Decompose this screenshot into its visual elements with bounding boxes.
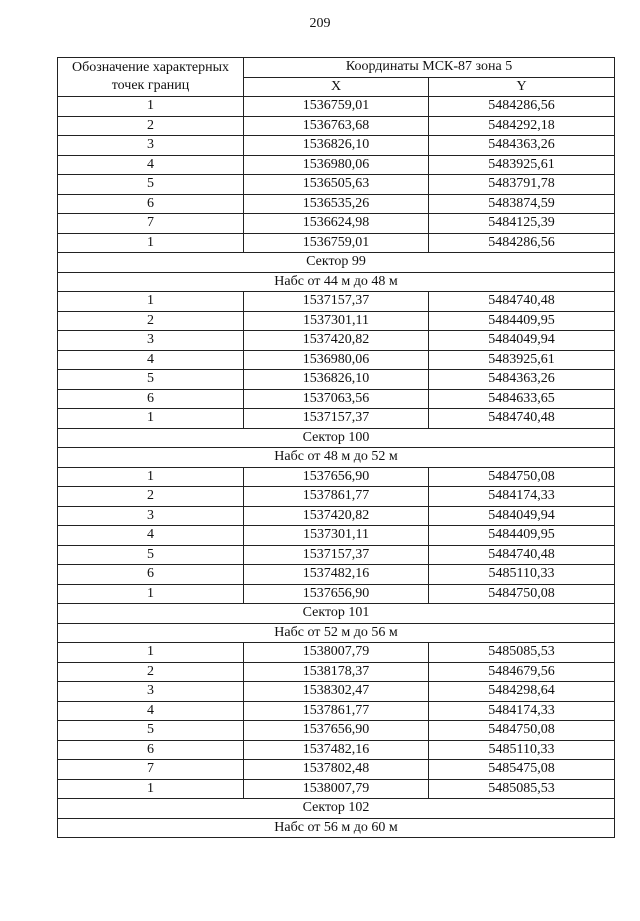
point-number: 1 <box>58 409 244 429</box>
y-coordinate: 5484292,18 <box>429 116 615 136</box>
sector-row <box>58 799 615 819</box>
y-coordinate: 5485110,33 <box>429 565 615 585</box>
x-coordinate: 1536624,98 <box>244 214 429 234</box>
x-coordinate: 1537656,90 <box>244 467 429 487</box>
sector-title: Сектор 101 <box>58 604 615 624</box>
point-number: 6 <box>58 194 244 214</box>
table-row <box>58 136 615 156</box>
point-number: 1 <box>58 292 244 312</box>
sector-title: Сектор 102 <box>58 799 615 819</box>
table-row <box>58 779 615 799</box>
x-column-header: X <box>244 77 429 97</box>
point-number: 1 <box>58 584 244 604</box>
point-number: 5 <box>58 175 244 195</box>
y-coordinate: 5484740,48 <box>429 292 615 312</box>
table-row <box>58 214 615 234</box>
table-row <box>58 487 615 507</box>
x-coordinate: 1536826,10 <box>244 370 429 390</box>
point-number: 3 <box>58 682 244 702</box>
point-column-header: Обозначение характерных точек границ <box>58 58 244 97</box>
x-coordinate: 1538007,79 <box>244 643 429 663</box>
table-row <box>58 565 615 585</box>
height-range-label: Набс от 56 м до 60 м <box>58 818 615 838</box>
x-coordinate: 1537420,82 <box>244 331 429 351</box>
x-coordinate: 1537157,37 <box>244 545 429 565</box>
x-coordinate: 1537420,82 <box>244 506 429 526</box>
table-row <box>58 409 615 429</box>
y-coordinate: 5484298,64 <box>429 682 615 702</box>
point-number: 5 <box>58 370 244 390</box>
sector-row <box>58 428 615 448</box>
table-row <box>58 721 615 741</box>
y-coordinate: 5483874,59 <box>429 194 615 214</box>
height-range-label: Набс от 52 м до 56 м <box>58 623 615 643</box>
table-row <box>58 740 615 760</box>
page-number: 209 <box>309 16 331 31</box>
point-number: 6 <box>58 740 244 760</box>
y-coordinate: 5484286,56 <box>429 233 615 253</box>
point-number: 5 <box>58 545 244 565</box>
x-coordinate: 1537802,48 <box>244 760 429 780</box>
y-coordinate: 5484286,56 <box>429 97 615 117</box>
sector-title: Сектор 99 <box>58 253 615 273</box>
coordinates-body <box>58 97 615 838</box>
table-row <box>58 643 615 663</box>
table-row <box>58 682 615 702</box>
sector-row <box>58 253 615 273</box>
y-coordinate: 5484409,95 <box>429 526 615 546</box>
height-range-label: Набс от 44 м до 48 м <box>58 272 615 292</box>
x-coordinate: 1538302,47 <box>244 682 429 702</box>
point-number: 1 <box>58 97 244 117</box>
point-number: 3 <box>58 136 244 156</box>
x-coordinate: 1537482,16 <box>244 740 429 760</box>
table-row <box>58 233 615 253</box>
point-number: 6 <box>58 565 244 585</box>
y-coordinate: 5485475,08 <box>429 760 615 780</box>
height-range-row <box>58 818 615 838</box>
point-number: 6 <box>58 389 244 409</box>
point-number: 7 <box>58 214 244 234</box>
point-number: 1 <box>58 233 244 253</box>
y-coordinate: 5484740,48 <box>429 545 615 565</box>
table-row <box>58 311 615 331</box>
y-coordinate: 5484750,08 <box>429 721 615 741</box>
x-coordinate: 1537063,56 <box>244 389 429 409</box>
point-number: 3 <box>58 331 244 351</box>
x-coordinate: 1536759,01 <box>244 233 429 253</box>
point-number: 7 <box>58 760 244 780</box>
x-coordinate: 1536759,01 <box>244 97 429 117</box>
table-row <box>58 116 615 136</box>
point-number: 1 <box>58 779 244 799</box>
table-row <box>58 155 615 175</box>
x-coordinate: 1536505,63 <box>244 175 429 195</box>
table-row <box>58 370 615 390</box>
x-coordinate: 1537482,16 <box>244 565 429 585</box>
y-coordinate: 5483925,61 <box>429 350 615 370</box>
height-range-label: Набс от 48 м до 52 м <box>58 448 615 468</box>
point-number: 2 <box>58 487 244 507</box>
y-coordinate: 5484740,48 <box>429 409 615 429</box>
table-row <box>58 389 615 409</box>
y-coordinate: 5485110,33 <box>429 740 615 760</box>
table-row <box>58 701 615 721</box>
table-row <box>58 97 615 117</box>
y-coordinate: 5485085,53 <box>429 779 615 799</box>
point-number: 2 <box>58 662 244 682</box>
table-row <box>58 526 615 546</box>
y-coordinate: 5484750,08 <box>429 584 615 604</box>
table-row <box>58 662 615 682</box>
x-coordinate: 1536980,06 <box>244 155 429 175</box>
y-coordinate: 5484049,94 <box>429 506 615 526</box>
table-row <box>58 467 615 487</box>
y-coordinate: 5485085,53 <box>429 643 615 663</box>
x-coordinate: 1536980,06 <box>244 350 429 370</box>
point-number: 4 <box>58 701 244 721</box>
height-range-row <box>58 448 615 468</box>
sector-title: Сектор 100 <box>58 428 615 448</box>
x-coordinate: 1538178,37 <box>244 662 429 682</box>
x-coordinate: 1537861,77 <box>244 487 429 507</box>
x-coordinate: 1537157,37 <box>244 409 429 429</box>
table-row <box>58 545 615 565</box>
y-coordinate: 5483925,61 <box>429 155 615 175</box>
point-number: 4 <box>58 155 244 175</box>
height-range-row <box>58 272 615 292</box>
x-coordinate: 1537157,37 <box>244 292 429 312</box>
point-number: 2 <box>58 311 244 331</box>
x-coordinate: 1537656,90 <box>244 584 429 604</box>
point-number: 5 <box>58 721 244 741</box>
y-coordinate: 5483791,78 <box>429 175 615 195</box>
y-coordinate: 5484633,65 <box>429 389 615 409</box>
x-coordinate: 1537656,90 <box>244 721 429 741</box>
y-coordinate: 5484363,26 <box>429 370 615 390</box>
x-coordinate: 1537301,11 <box>244 526 429 546</box>
table-row <box>58 175 615 195</box>
table-row <box>58 194 615 214</box>
table-row <box>58 506 615 526</box>
table-row <box>58 760 615 780</box>
x-coordinate: 1536826,10 <box>244 136 429 156</box>
y-coordinate: 5484125,39 <box>429 214 615 234</box>
height-range-row <box>58 623 615 643</box>
point-number: 1 <box>58 643 244 663</box>
point-number: 3 <box>58 506 244 526</box>
y-coordinate: 5484174,33 <box>429 487 615 507</box>
x-coordinate: 1537861,77 <box>244 701 429 721</box>
y-coordinate: 5484679,56 <box>429 662 615 682</box>
coordinates-table <box>57 57 615 838</box>
y-coordinate: 5484049,94 <box>429 331 615 351</box>
point-number: 4 <box>58 526 244 546</box>
y-coordinate: 5484409,95 <box>429 311 615 331</box>
table-row <box>58 331 615 351</box>
x-coordinate: 1538007,79 <box>244 779 429 799</box>
point-number: 4 <box>58 350 244 370</box>
point-number: 2 <box>58 116 244 136</box>
x-coordinate: 1537301,11 <box>244 311 429 331</box>
y-coordinate: 5484363,26 <box>429 136 615 156</box>
sector-row <box>58 604 615 624</box>
coordinates-header: Координаты МСК-87 зона 5 <box>244 58 615 78</box>
table-row <box>58 584 615 604</box>
table-row <box>58 292 615 312</box>
y-coordinate: 5484750,08 <box>429 467 615 487</box>
y-column-header: Y <box>429 77 615 97</box>
point-number: 1 <box>58 467 244 487</box>
table-row <box>58 350 615 370</box>
y-coordinate: 5484174,33 <box>429 701 615 721</box>
x-coordinate: 1536763,68 <box>244 116 429 136</box>
x-coordinate: 1536535,26 <box>244 194 429 214</box>
